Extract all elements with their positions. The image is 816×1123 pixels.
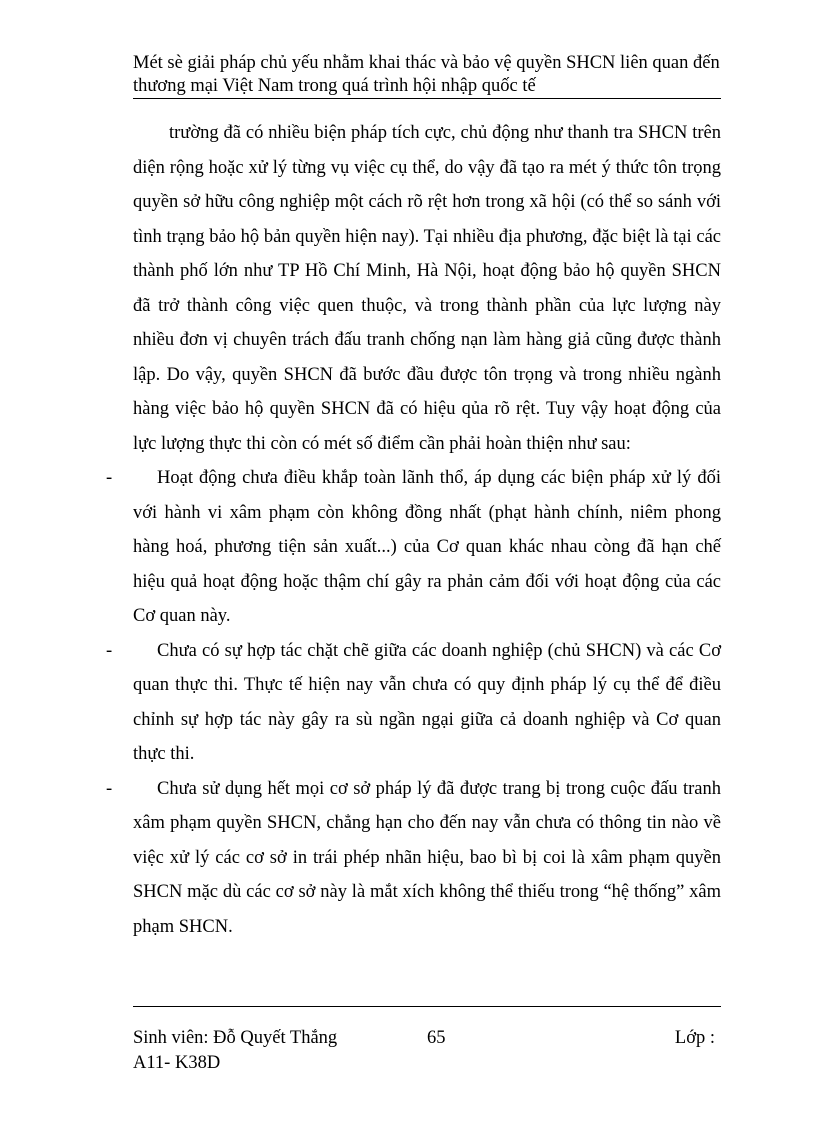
page-number: 65 — [427, 1028, 446, 1048]
bullet-text: Chưa có sự hợp tác chặt chẽ giữa các doanh nghiệp (chủ SHCN) và các Cơ quan thực thi. Thực tế hiện nay vẫn chưa có quy định pháp lý cụ thể để điều chỉnh sự hợp tác này gây ra sù ngần ngại giữa cả doanh nghiệp và Cơ quan thực thi. — [133, 640, 721, 764]
footer-student: Sinh viên: Đỗ Quyết Thắng — [133, 1028, 338, 1048]
bullet-marker: - — [106, 778, 113, 799]
footer-class-label: Lớp : — [674, 1028, 715, 1048]
document-body — [106, 116, 721, 944]
bullet-text: Chưa sử dụng hết mọi cơ sở pháp lý đã được trang bị trong cuộc đấu tranh xâm phạm quyền SHCN, chẳng hạn cho đến nay vẫn chưa có thông tin nào về việc xử lý các cơ sở in trái phép nhãn hiệu, bao bì bị coi là xâm phạm quyền SHCN mặc dù các cơ sở này là mắt xích không thể thiếu trong “hệ thống” xâm phạm SHCN. — [133, 778, 721, 937]
page-header-title: Mét sè giải pháp chủ yếu nhằm khai thác và bảo vệ quyền SHCN liên quan đến thương mại Việt Nam trong quá trình hội nhập quốc tế — [133, 53, 720, 96]
bullet-marker: - — [106, 468, 113, 488]
footer-class-value: A11- K38D — [133, 1053, 221, 1073]
bullet-text: Hoạt động chưa điều khắp toàn lãnh thổ, áp dụng các biện pháp xử lý đối với hành vi xâm phạm còn không đồng nhất (phạt hành chính, niêm phong hàng hoá, phương tiện sản xuất...) của Cơ quan khác nhau còng đã hạn chế hiệu quả hoạt động hoặc thậm chí gây ra phản cảm đối với hoạt động của các Cơ quan này. — [133, 468, 721, 626]
intro-paragraph: trường đã có nhiều biện pháp tích cực, chủ động như thanh tra SHCN trên diện rộng hoặc xử lý từng vụ việc cụ thể, do vậy đã tạo ra mét ý thức tôn trọng quyền sở hữu công nghiệp một cách rõ rệt hơn trong xã hội (có thể so sánh với tình trạng bảo hộ bản quyền hiện nay). Tại nhiều địa phương, đặc biệt là tại các thành phố lớn như TP Hồ Chí Minh, Hà Nội, hoạt động bảo hộ quyền SHCN đã trở thành công việc quen thuộc, và trong thành phần của lực lượng này nhiều đơn vị chuyên trách đấu tranh chống nạn làm hàng giả cũng được thành lập. Do vậy, quyền SHCN đã bước đầu được tôn trọng và trong nhiều ngành hàng việc bảo hộ quyền SHCN đã có hiệu qủa rõ rệt. Tuy vậy hoạt động của lực lượng thực thi còn có mét số điểm cần phải hoàn thiện như sau: — [133, 123, 721, 454]
bullet-item — [106, 461, 721, 634]
header-divider — [133, 98, 721, 99]
bullet-item — [106, 772, 721, 945]
bullet-marker: - — [106, 640, 113, 661]
bullet-item — [106, 634, 721, 772]
footer-divider — [133, 1006, 721, 1007]
